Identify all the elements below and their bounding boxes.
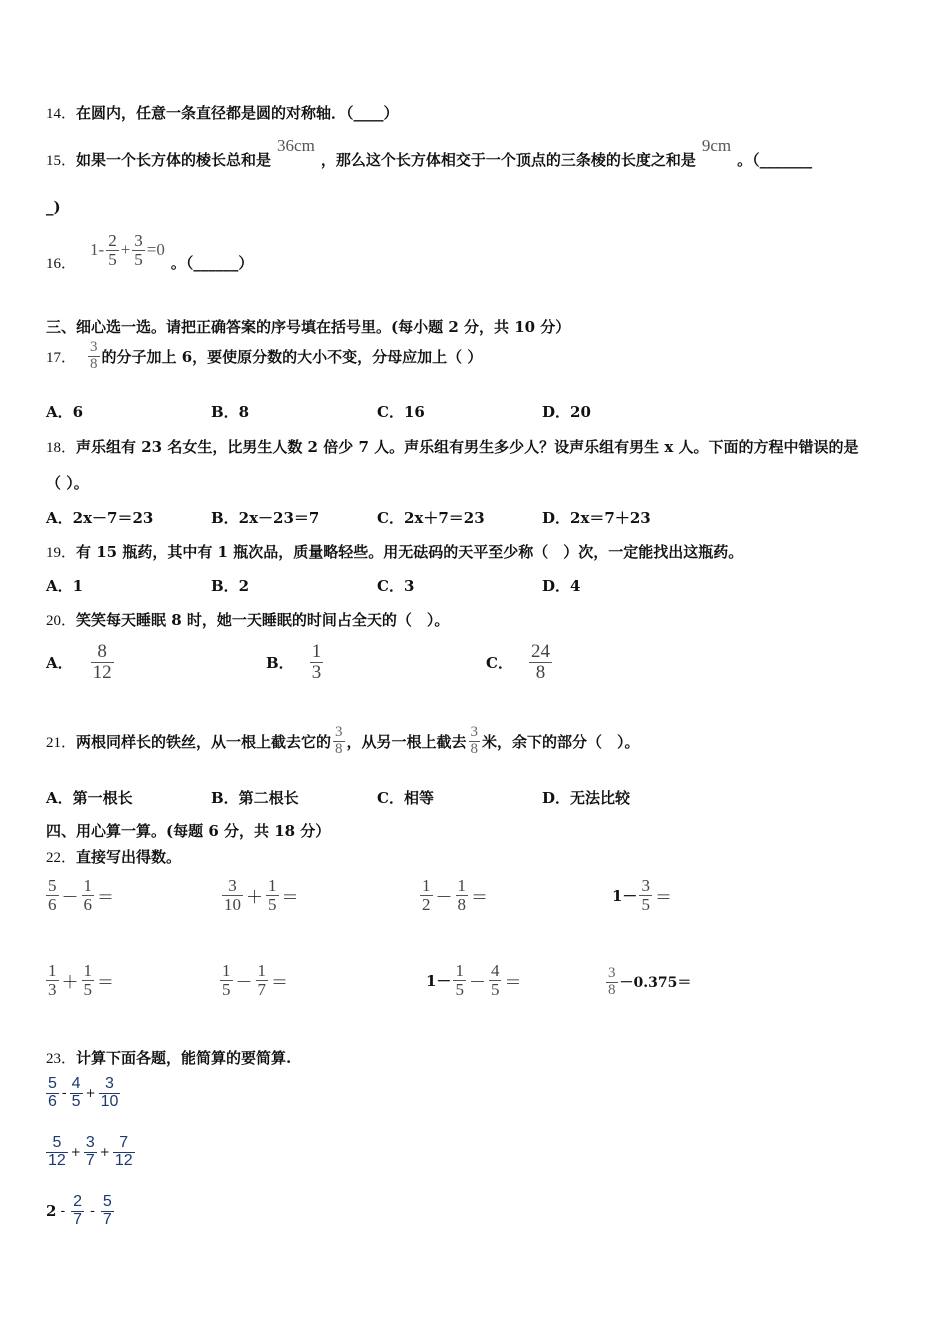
- question-number: 14．: [46, 106, 77, 122]
- fraction: $\frac{3}{8}$: [335, 724, 343, 757]
- equals-sign: ＝: [97, 887, 114, 908]
- fraction: $\frac{7}{12}$: [114, 1134, 133, 1169]
- expr-lead: 1-: [90, 240, 105, 260]
- option-b[interactable]: B．第二根长: [211, 789, 299, 807]
- fraction: $\frac{3}{8}$: [608, 965, 616, 998]
- operator: －: [235, 972, 253, 993]
- section-3-heading: 三、细心选一选。请把正确答案的序号填在括号里。(每小题 2 分，共 10 分）: [46, 318, 571, 336]
- question-16: [46, 231, 254, 272]
- fraction: $\frac{1}{8}$: [457, 876, 466, 914]
- operator: -: [60, 1203, 66, 1220]
- fraction: $\frac{4}{5}$: [71, 1075, 81, 1110]
- equals-sign: ＝: [471, 887, 488, 908]
- calc-expression-3: [46, 1194, 116, 1229]
- option-a[interactable]: A．1: [46, 577, 84, 595]
- equals-sign: ＝: [654, 887, 672, 908]
- answer-blank: _): [46, 198, 61, 216]
- expr-equals: =0: [146, 240, 165, 260]
- equals-sign: ＝: [97, 972, 114, 993]
- question-number: 21．: [46, 734, 77, 751]
- fraction: $\frac{5}{7}$: [102, 1193, 112, 1228]
- operator: ＋: [61, 972, 79, 993]
- fraction: $\frac{1}{6}$: [83, 876, 92, 914]
- operator: +: [99, 1145, 110, 1160]
- question-text: 如果一个长方体的棱长总和是: [76, 151, 272, 169]
- question-number: 22．: [46, 850, 77, 866]
- fraction: $\frac{1}{5}$: [83, 961, 92, 999]
- fraction: $\frac{1}{3}$: [48, 961, 57, 999]
- question-number: 23．: [46, 1051, 77, 1067]
- question-text: ，从另一根上截去: [346, 732, 467, 751]
- option-b[interactable]: B．8: [211, 403, 250, 421]
- calc-expression-1: [44, 1076, 122, 1111]
- question-text: 米，余下的部分（ ）。: [482, 732, 640, 751]
- option-c[interactable]: C．相等: [377, 789, 434, 807]
- equals-sign: ＝: [281, 887, 299, 908]
- fraction: $\frac{1}{3}$: [311, 641, 322, 683]
- fraction: $\frac{2}{5}$: [108, 231, 117, 269]
- expr-lead: 1－: [426, 971, 452, 990]
- option-b[interactable]: [266, 642, 325, 683]
- equals-sign: ＝: [271, 972, 288, 993]
- plus-sign: +: [120, 240, 131, 260]
- question-15-continued: [46, 198, 61, 216]
- length-value: 36cm: [277, 136, 315, 155]
- fraction: $\frac{24}{8}$: [530, 641, 550, 683]
- fraction: $\frac{3}{10}$: [224, 876, 241, 914]
- calc-item: [218, 962, 289, 999]
- expr-lead: 1－: [612, 886, 638, 905]
- operator: －: [468, 972, 486, 993]
- option-a[interactable]: A．第一根长: [46, 789, 133, 807]
- fraction: $\frac{1}{7}$: [257, 961, 266, 999]
- option-c[interactable]: C．3: [377, 577, 415, 595]
- question-17: [46, 340, 482, 373]
- expr-tail: －0.375＝: [619, 975, 692, 992]
- fraction: $\frac{3}{8}$: [470, 724, 479, 757]
- operator: -: [90, 1203, 95, 1220]
- option-d[interactable]: D．2x＝7＋23: [542, 509, 651, 527]
- option-a[interactable]: [46, 642, 116, 683]
- fraction: $\frac{5}{6}$: [48, 876, 57, 914]
- option-a[interactable]: A．2x－7＝23: [46, 509, 154, 527]
- question-number: 15．: [46, 153, 77, 169]
- question-14: [46, 102, 399, 123]
- fraction: $\frac{3}{10}$: [100, 1075, 119, 1110]
- question-18-continued: （ ）。: [46, 474, 89, 492]
- fraction: $\frac{3}{5}$: [134, 231, 143, 269]
- question-text: 的分子加上 6，要使原分数的大小不变，分母应加上（ ）: [101, 347, 483, 366]
- calc-item: [418, 877, 489, 914]
- question-text: 在圆内，任意一条直径都是圆的对称轴．（____）: [76, 104, 399, 122]
- option-d[interactable]: D．4: [542, 577, 581, 595]
- answer-blank: 。（______）: [170, 253, 254, 272]
- equals-sign: ＝: [504, 972, 522, 993]
- question-21: [46, 725, 640, 758]
- fraction: $\frac{3}{7}$: [85, 1134, 95, 1169]
- answer-blank: 。（_______: [737, 151, 813, 169]
- question-text: 两根同样长的铁丝，从一根上截去它的: [76, 732, 332, 751]
- question-19: [46, 541, 743, 562]
- fraction: $\frac{4}{5}$: [490, 961, 500, 999]
- calc-item: [220, 877, 300, 914]
- option-label: A．: [46, 653, 73, 672]
- length-value: 9cm: [701, 136, 732, 155]
- fraction: $\frac{3}{8}$: [90, 339, 98, 372]
- option-a[interactable]: A．6: [46, 403, 84, 421]
- calc-item: [44, 962, 115, 999]
- fraction: $\frac{3}{5}$: [641, 876, 650, 914]
- fraction: $\frac{1}{2}$: [422, 876, 431, 914]
- question-text: 计算下面各题，能简算的要简算.: [76, 1049, 292, 1067]
- calc-item: [612, 877, 673, 914]
- option-b[interactable]: B．2: [211, 577, 250, 595]
- operator: －: [435, 887, 453, 908]
- question-text: ，那么这个长方体相交于一个顶点的三条棱的长度之和是: [320, 151, 696, 169]
- fraction: $\frac{1}{5}$: [455, 961, 464, 999]
- question-20: [46, 609, 449, 630]
- option-label: C．: [486, 653, 513, 672]
- fraction: $\frac{5}{12}$: [48, 1134, 66, 1169]
- calc-item: [604, 966, 691, 999]
- operator: －: [61, 887, 79, 908]
- option-label: B．: [266, 653, 294, 672]
- fraction: $\frac{8}{12}$: [92, 641, 112, 683]
- calc-item: [426, 962, 522, 999]
- calc-item: [44, 877, 115, 914]
- fraction: $\frac{1}{5}$: [222, 961, 231, 999]
- question-text: 笑笑每天睡眠 8 时，她一天睡眠的时间占全天的（ ）。: [76, 611, 450, 629]
- calc-expression-2: [44, 1135, 137, 1170]
- question-number: 17．: [46, 349, 77, 366]
- option-c[interactable]: [486, 642, 554, 683]
- operator: -: [61, 1085, 67, 1102]
- question-number: 18．: [46, 440, 77, 456]
- option-d[interactable]: D．20: [542, 403, 591, 421]
- question-number: 16．: [46, 255, 77, 272]
- option-b[interactable]: B．2x－23＝7: [211, 509, 320, 527]
- fraction: $\frac{5}{6}$: [48, 1075, 57, 1110]
- question-text: 有 15 瓶药，其中有 1 瓶次品，质量略轻些。用无砝码的天平至少称（ ）次，一定能找出这瓶药。: [76, 543, 744, 561]
- fraction: $\frac{2}{7}$: [73, 1193, 83, 1228]
- question-15: [46, 135, 813, 169]
- question-text: 声乐组有 23 名女生，比男生人数 2 倍少 7 人。声乐组有男生多少人？设声乐组有男生 x 人。下面的方程中错误的是: [76, 438, 859, 456]
- operator: ＋: [246, 887, 263, 908]
- option-d[interactable]: D．无法比较: [542, 789, 631, 807]
- operator: +: [70, 1145, 81, 1160]
- question-number: 20．: [46, 613, 77, 629]
- operator: +: [85, 1086, 96, 1101]
- question-18: [46, 436, 859, 457]
- question-23: [46, 1047, 291, 1068]
- fraction: $\frac{1}{5}$: [268, 876, 277, 914]
- question-number: 19．: [46, 545, 77, 561]
- option-c[interactable]: C．16: [377, 403, 425, 421]
- section-4-heading: 四、用心算一算。(每题 6 分，共 18 分）: [46, 822, 331, 840]
- question-text: 直接写出得数。: [76, 848, 182, 866]
- question-22: [46, 846, 181, 867]
- expr-lead: 2: [46, 1202, 57, 1221]
- option-c[interactable]: C．2x＋7＝23: [377, 509, 485, 527]
